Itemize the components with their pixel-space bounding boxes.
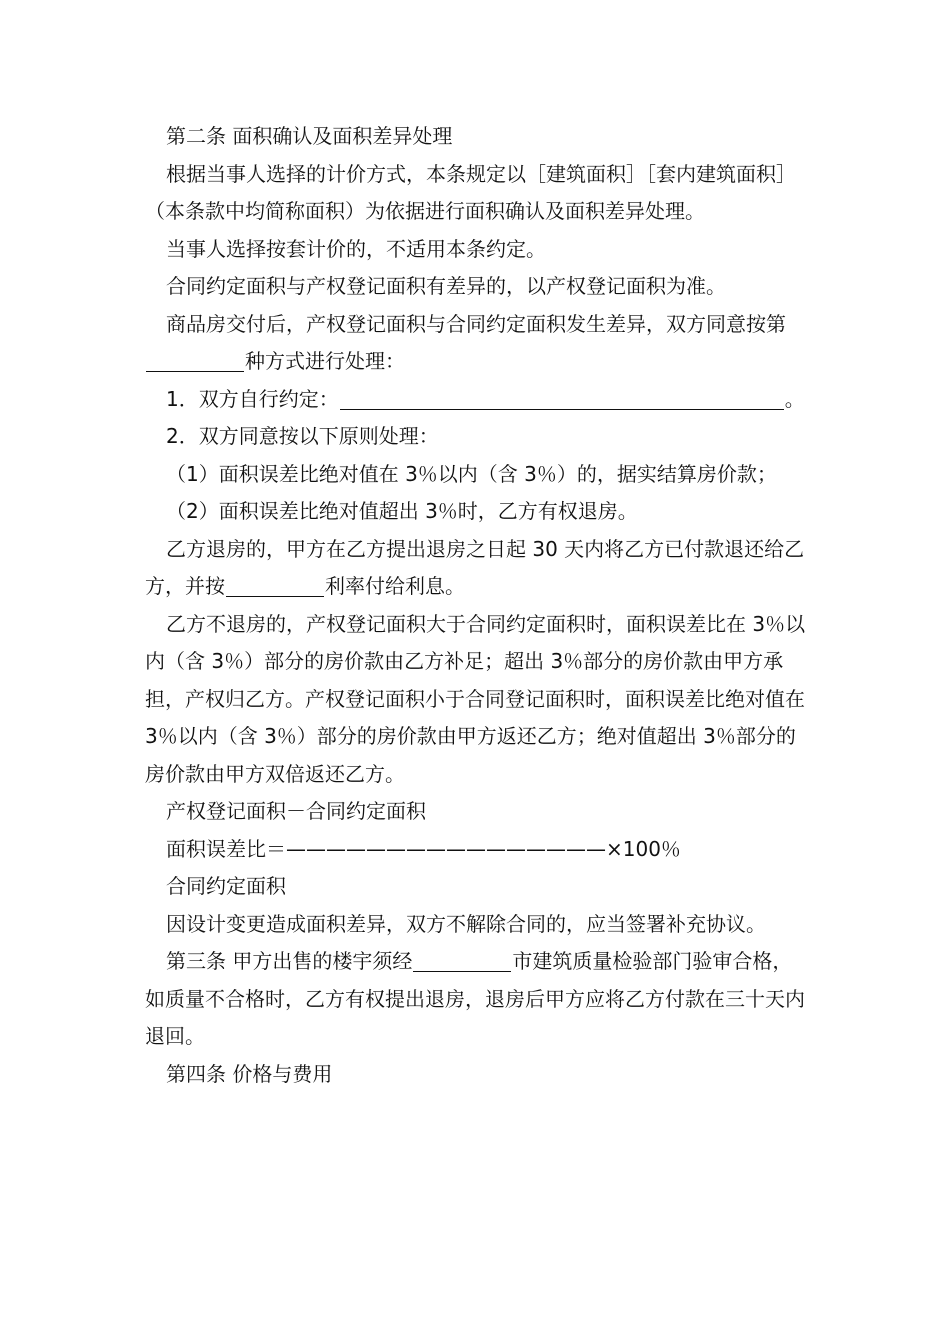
- option-1: [145, 381, 810, 419]
- paragraph-handling-method: [145, 306, 810, 381]
- paragraph-design-change: 因设计变更造成面积差异，双方不解除合同的，应当签署补充协议。: [166, 911, 766, 936]
- paragraph-area-basis: 根据当事人选择的计价方式，本条规定以［建筑面积］［套内建筑面积］（本条款中均简称面积）为依据进行面积确认及面积差异处理。: [145, 161, 796, 223]
- article-3-tail: 市建筑质量检验部门验审合格，如质量不合格时，乙方有权提出退房，退房后甲方应将乙方付款在三十天内退回。: [145, 949, 805, 1048]
- paragraph-no-refund: 乙方不退房的，产权登记面积大于合同约定面积时，面积误差比在 3％以内（含 3％）部分的房价款由乙方补足；超出 3％部分的房价款由甲方承担，产权归乙方。产权登记面积小于合同登记面积时，面积误差比绝对值在 3％以内（含 3％）部分的房价款由甲方返还乙方；绝对值超出 3％部分的房价款由甲方双倍返还乙方。: [145, 611, 806, 786]
- rule-1: （1）面积误差比绝对值在 3％以内（含 3％）的，据实结算房价款；: [166, 461, 777, 486]
- article-4-heading: 第四条 价格与费用: [166, 1061, 333, 1086]
- self-agreement-blank: [340, 383, 784, 410]
- paragraph-per-unit-pricing: 当事人选择按套计价的，不适用本条约定。: [166, 236, 546, 261]
- rule-2: （2）面积误差比绝对值超出 3％时，乙方有权退房。: [166, 499, 638, 523]
- interest-rate-blank: [226, 570, 324, 597]
- method-number-blank: [146, 345, 244, 372]
- paragraph-refund: [145, 531, 810, 606]
- article-3-text: 第三条 甲方出售的楼宇须经: [166, 949, 413, 973]
- document-page: [145, 118, 810, 1093]
- paragraph-refund-tail: 利率付给利息。: [325, 574, 465, 598]
- formula-numerator: 产权登记面积－合同约定面积: [166, 799, 426, 823]
- option-1-tail: 。: [784, 386, 805, 411]
- formula-denominator: 合同约定面积: [166, 874, 286, 898]
- article-3: [145, 943, 810, 1056]
- paragraph-refund-text: 乙方退房的，甲方在乙方提出退房之日起 30 天内将乙方已付款退还给乙方，并按: [145, 536, 805, 598]
- paragraph-handling-method-text: 商品房交付后，产权登记面积与合同约定面积发生差异，双方同意按第: [166, 311, 786, 336]
- article-2-heading: 第二条 面积确认及面积差异处理: [166, 124, 453, 148]
- option-1-text: 1．双方自行约定：: [166, 386, 339, 411]
- option-2: 2．双方同意按以下原则处理：: [166, 424, 439, 448]
- paragraph-handling-method-tail: 种方式进行处理：: [245, 349, 405, 373]
- paragraph-registered-area: 合同约定面积与产权登记面积有差异的，以产权登记面积为准。: [166, 274, 726, 298]
- formula-line: 面积误差比＝————————————————×100％: [166, 836, 681, 861]
- city-name-blank: [413, 945, 511, 972]
